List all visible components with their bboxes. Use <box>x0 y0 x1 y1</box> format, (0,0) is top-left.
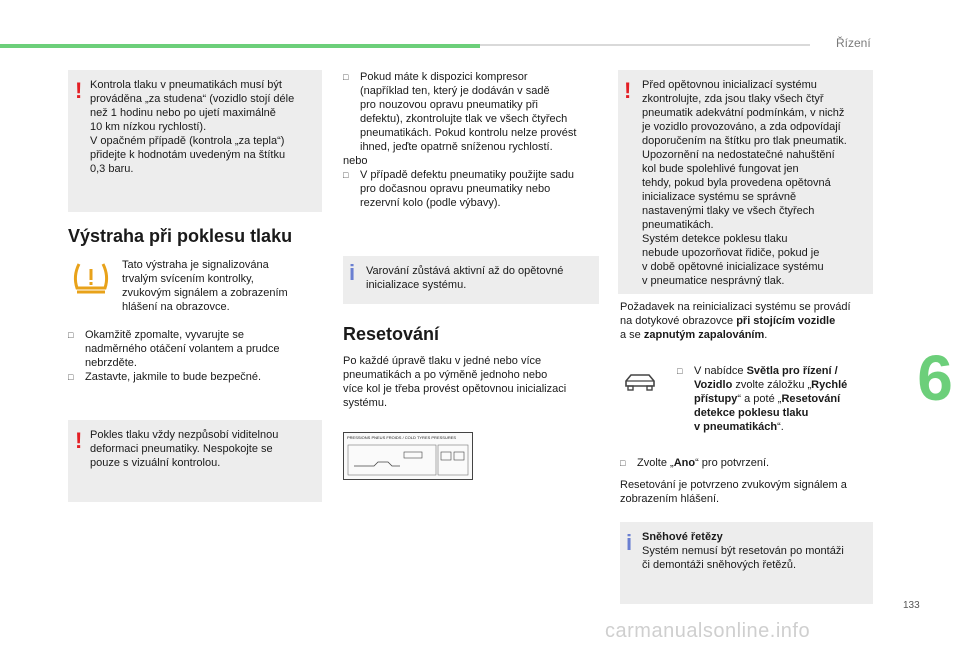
section-heading-pressure-warning: Výstraha při poklesu tlaku <box>68 226 293 246</box>
info-icon: i <box>349 260 356 285</box>
warning-exclamation-icon: ! <box>75 78 83 103</box>
header-rule <box>480 44 810 46</box>
tpms-warning-lamp-icon <box>71 260 111 301</box>
info-text-snow-chains: Sněhové řetězy Systém nemusí být resetován po montáži či demontáži sněhových řetězů. <box>642 531 844 571</box>
watermark: carmanualsonline.info <box>605 620 811 642</box>
instructions-list <box>68 328 322 384</box>
signal-description: Tato výstraha je signalizována trvalým svícením kontrolky, zvukovým signálem a zobrazením hlášení na obrazovce. <box>122 259 288 313</box>
info-icon: i <box>626 530 633 555</box>
section-heading-reset: Resetování <box>343 324 440 344</box>
confirm-yes-instruction <box>620 456 876 470</box>
info-text-warning-active: Varování zůstává aktivní až do opětovné inicializace systému. <box>366 265 564 291</box>
list-item: □ Okamžitě zpomalte, vyvarujte se nadměrného otáčení volantem a prudce nebrzděte. <box>68 328 322 370</box>
confirmation-paragraph: Resetování je potvrzeno zvukovým signálem a zobrazením hlášení. <box>620 479 847 505</box>
warning-exclamation-icon: ! <box>75 428 83 453</box>
reinit-paragraph: Požadavek na reinicializaci systému se provádí na dotykové obrazovce při stojícím vozidle a se zapnutým zapalováním. <box>620 301 851 341</box>
label-graphic <box>344 442 472 480</box>
warning-text-cold-check: Kontrola tlaku v pneumatikách musí být prováděna „za studena“ (vozidlo stojí déle než 1 hodinu nebo po ujetí maximálně 10 km nízkou rychlostí). V opačném případě (kontrola „za tepla“) přidejte k hodnotám uvedeným na štítku 0,3 baru. <box>90 79 295 175</box>
list-item: □ V nabídce Světla pro řízení / Vozidlo zvolte záložku „Rychlé přístupy“ a poté „Resetování detekce poklesu tlaku v pneumatikách“. <box>677 364 875 434</box>
list-item: □ Zvolte „Ano“ pro potvrzení. <box>620 456 876 470</box>
reset-paragraph: Po každé úpravě tlaku v jedné nebo více pneumatikách a po výměně jednoho nebo více kol je třeba provést opětovnou inicializaci systému. <box>343 355 567 409</box>
vehicle-menu-icon <box>622 370 658 399</box>
list-item: □ Pokud máte k dispozici kompresor (například ten, který je dodáván v sadě pro nouzovou opravu pneumatiky při defektu), zkontrolujte tlak ve všech čtyřech pneumatikách. Pokud kontrolu nelze provést ihned, jeďte opatrně sníženou rychlostí. <box>343 70 601 154</box>
chapter-tab: 6 <box>910 345 960 411</box>
label-caption: PRESSIONS PNEUS FROIDS / COLD TYRES PRESSURES <box>347 435 457 440</box>
menu-instruction <box>677 364 875 434</box>
list-item: □ Zastavte, jakmile to bude bezpečné. <box>68 370 322 384</box>
chapter-title: Řízení <box>836 36 871 50</box>
list-item: □ V případě defektu pneumatiky použijte sadu pro dočasnou opravu pneumatiky nebo rezervní kolo (podle výbavy). <box>343 168 601 210</box>
header-accent-bar <box>0 44 480 48</box>
warning-text-visual-check: Pokles tlaku vždy nezpůsobí viditelnou deformaci pneumatiky. Nespokojte se pouze s vizuální kontrolou. <box>90 429 279 469</box>
compressor-instructions: □ Pokud máte k dispozici kompresor (například ten, který je dodáván v sadě pro nouzovou opravu pneumatiky při defektu), zkontrolujte tlak ve všech čtyřech pneumatikách. Pokud kontrolu nelze provést ihned, jeďte opatrně sníženou rychlostí. nebo □ V případě defektu pneumatiky použijte sadu pro dočasnou opravu pneumatiky nebo rezervní kolo (podle výbavy). <box>343 70 601 210</box>
page-number: 133 <box>903 600 920 611</box>
warning-exclamation-icon: ! <box>624 78 632 103</box>
tyre-pressure-label-image <box>343 432 473 480</box>
warning-text-before-reset: Před opětovnou inicializací systému zkontrolujte, zda jsou tlaky všech čtyř pneumatik adekvátní podmínkám, v nichž je vozidlo provozováno, a zda odpovídají doporučením na štítku pro tlak pneumatik. Upozornění na nedostatečné nahuštění kol bude spolehlivé fungovat jen tehdy, pokud byla provedena opětovná inicializace systému se správně nastavenými tlaky ve všech čtyřech pneumatikách. Systém detekce poklesu tlaku nebude upozorňovat řidiče, pokud je v době opětovné inicializace systému v pneumatice nesprávný tlak. <box>642 79 847 287</box>
